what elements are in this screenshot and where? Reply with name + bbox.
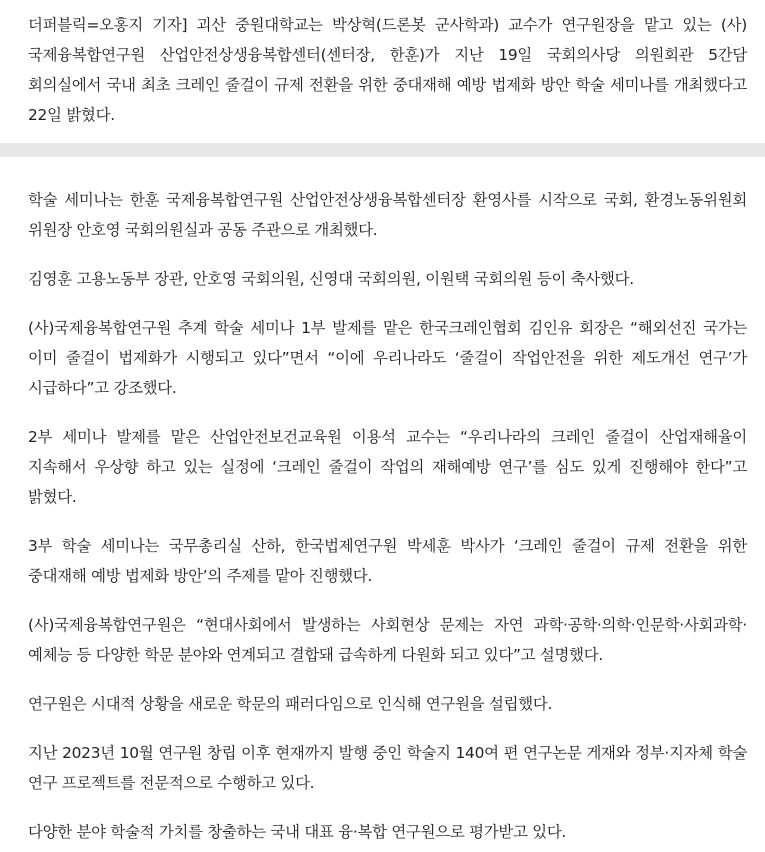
- body-paragraph: 2부 세미나 발제를 맡은 산업안전보건교육원 이용석 교수는 “우리나라의 크레인 줄걸이 산업재해율이 지속해서 우상향 하고 있는 실정에 ‘크레인 줄걸이 작업의 재해예방 연구’를 심도 있게 진행해야 한다”고 밝혔다.: [28, 428, 747, 506]
- body-paragraph: 김영훈 고용노동부 장관, 안호영 국회의원, 신영대 국회의원, 이원택 국회의원 등이 축사했다.: [28, 270, 634, 288]
- article-body: [0, 157, 765, 847]
- body-paragraph: 지난 2023년 10월 연구원 창립 이후 현재까지 발행 중인 학술지 140여 편 연구논문 게재와 정부·지자체 학술 연구 프로젝트를 전문적으로 수행하고 있다.: [28, 744, 747, 792]
- body-paragraph: 다양한 분야 학술적 가치를 창출하는 국내 대표 융·복합 연구원으로 평가받고 있다.: [28, 823, 567, 841]
- section-divider: [0, 143, 765, 157]
- body-paragraph: (사)국제융복합연구원은 “현대사회에서 발생하는 사회현상 문제는 자연 과학·공학·의학·인문학·사회과학·예체능 등 다양한 학문 분야와 연계되고 결합돼 급속하게 다원화 되고 있다”고 설명했다.: [28, 616, 747, 664]
- body-paragraph: 학술 세미나는 한훈 국제융복합연구원 산업안전상생융복합센터장 환영사를 시작으로 국회, 환경노동위원회 위원장 안호영 국회의원실과 공동 주관으로 개최했다.: [28, 191, 747, 239]
- body-paragraph: (사)국제융복합연구원 추계 학술 세미나 1부 발제를 맡은 한국크레인협회 김인유 회장은 “해외선진 국가는 이미 줄걸이 법제화가 시행되고 있다”면서 “이에 우리나라도 ‘줄걸이 작업안전을 위한 제도개선 연구’가 시급하다”고 강조했다.: [28, 319, 747, 397]
- body-paragraph: 3부 학술 세미나는 국무총리실 산하, 한국법제연구원 박세훈 박사가 ‘크레인 줄걸이 규제 전환을 위한 중대재해 예방 법제화 방안’의 주제를 맡아 진행했다.: [28, 537, 747, 585]
- body-paragraph: 연구원은 시대적 상황을 새로운 학문의 패러다임으로 인식해 연구원을 설립했다.: [28, 695, 553, 713]
- article-lead: [0, 0, 765, 143]
- lead-paragraph: 더퍼블릭=오홍지 기자] 괴산 중원대학교는 박상혁(드론봇 군사학과) 교수가 연구원장을 맡고 있는 (사)국제융복합연구원 산업안전상생융복합센터(센터장, 한훈)가 지난 19일 국회의사당 의원회관 5간담 회의실에서 국내 최초 크레인 줄걸이 규제 전환을 위한 중대재해 예방 법제화 방안 학술 세미나를 개최했다고 22일 밝혔다.: [28, 16, 747, 124]
